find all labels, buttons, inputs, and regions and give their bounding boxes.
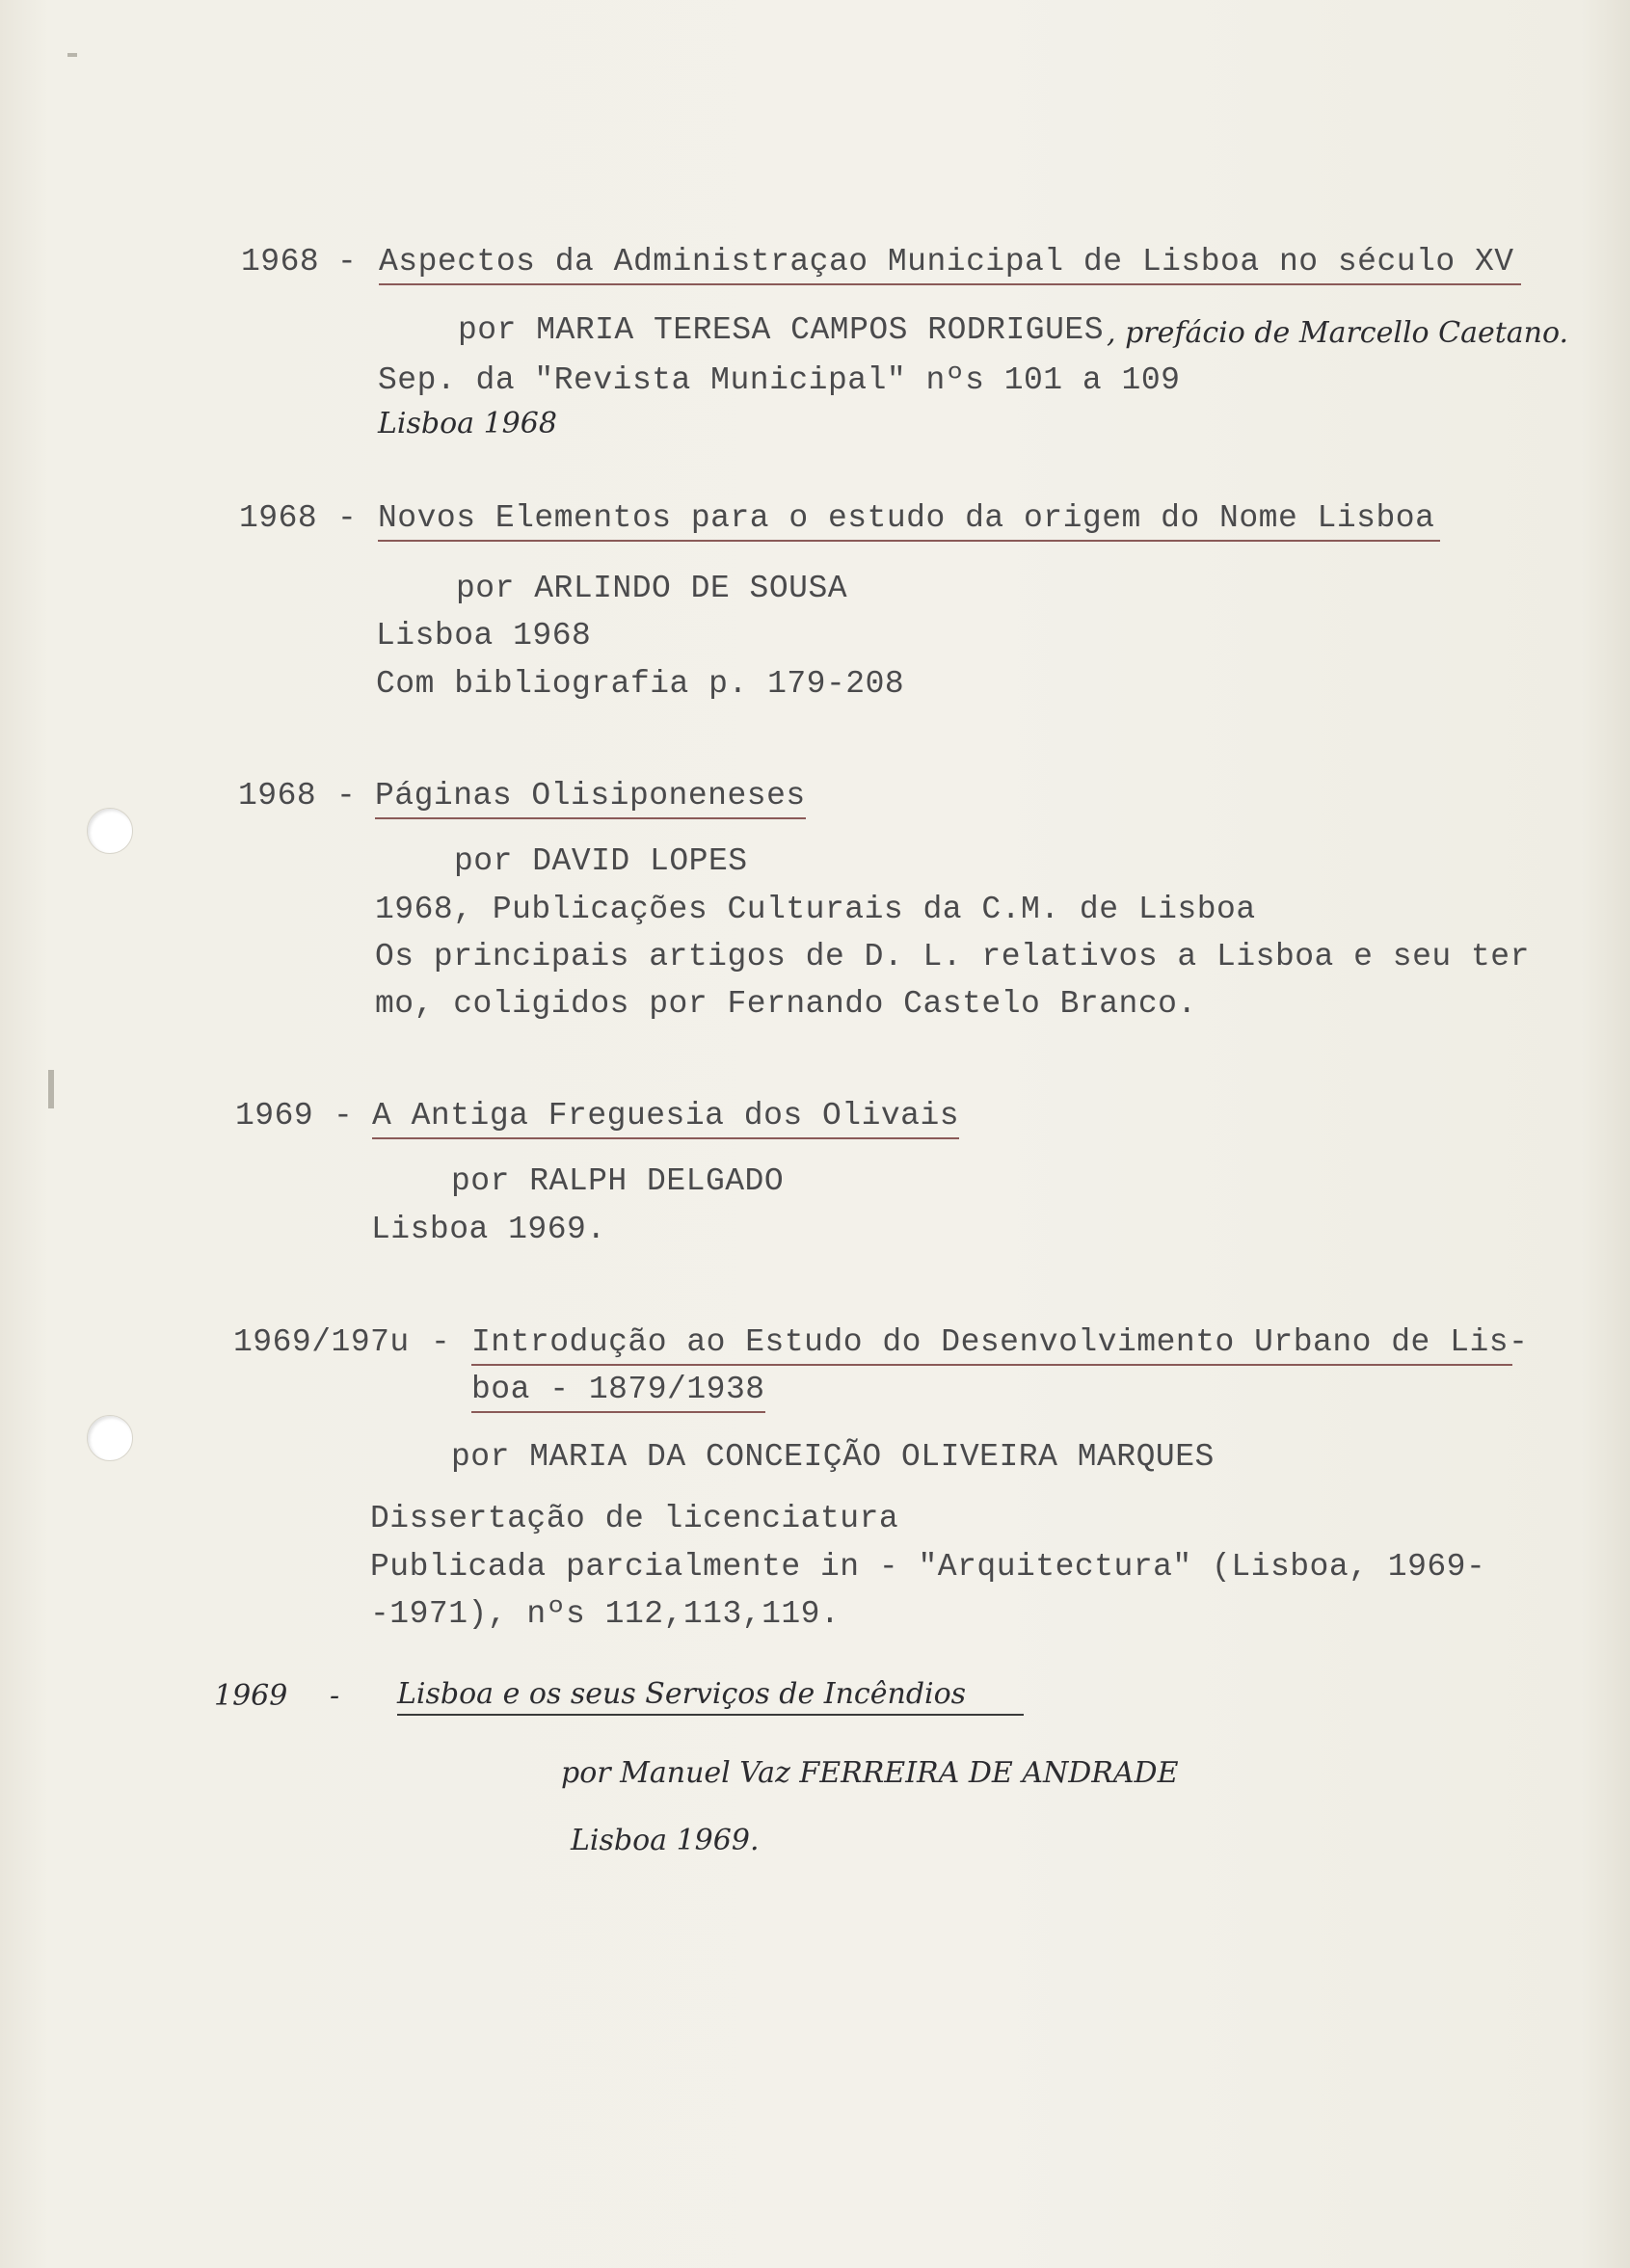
entry-line: Lisboa 1968 [376,618,592,654]
entry-title: Novos Elementos para o estudo da origem do Nome Lisboa [378,499,1440,542]
entry-year: 1968 [241,244,320,280]
entry-dash: - [330,1679,340,1713]
entry-title: Introdução ao Estudo do Desenvolvimento Urbano de Lis- [471,1323,1512,1366]
punch-hole-upper [87,808,133,854]
entry-year: 1969 [214,1679,288,1713]
entry-author: por RALPH DELGADO [451,1163,785,1199]
entry-line: -1971), nºs 112,113,119. [370,1596,841,1632]
entry-line: Com bibliografia p. 179-208 [376,666,905,702]
entry-author: por MARIA TERESA CAMPOS RODRIGUES [458,312,1105,348]
entry-line: Publicada parcialmente in - "Arquitectura" (Lisboa, 1969- [370,1549,1486,1585]
entry-dash: - [334,1098,354,1134]
entry-dash: - [337,244,358,280]
entry-title: Páginas Olisiponeneses [375,777,806,819]
entry-dash: - [337,500,358,536]
entry-title: Lisboa e os seus Serviços de Incêndios [397,1675,1024,1716]
entry-dash: - [336,778,357,814]
entry-year: 1969 [235,1098,314,1134]
entry-title: A Antiga Freguesia dos Olivais [372,1097,959,1139]
entry-title: Aspectos da Administraçao Municipal de Lisboa no século XV [379,243,1521,285]
entry-author: por Manuel Vaz FERREIRA DE ANDRADE [561,1756,1179,1790]
entry-line: mo, coligidos por Fernando Castelo Branco. [375,986,1197,1022]
entry-year: 1969/197u [233,1324,410,1360]
entry-line: Os principais artigos de D. L. relativos a Lisboa e seu ter [375,939,1530,974]
entry-dash: - [431,1324,451,1360]
entry-author-handwritten: , prefácio de Marcello Caetano. [1107,316,1569,350]
entry-line: Lisboa 1969. [571,1824,760,1857]
entry-title-continued: boa - 1879/1938 [471,1371,765,1413]
entry-line: 1968, Publicações Culturais da C.M. de Lisboa [375,892,1256,927]
punch-hole-lower [87,1415,133,1461]
entry-year: 1968 [238,778,317,814]
entry-author: por MARIA DA CONCEIÇÃO OLIVEIRA MARQUES [451,1439,1215,1475]
entry-year: 1968 [239,500,318,536]
entry-line: Lisboa 1969. [371,1212,606,1247]
entry-handwritten-line: Lisboa 1968 [378,407,557,440]
entry-line: Sep. da "Revista Municipal" nºs 101 a 109 [378,362,1181,398]
entry-author: por DAVID LOPES [454,843,748,879]
edge-mark [67,53,77,57]
entry-author: por ARLINDO DE SOUSA [456,571,848,606]
edge-mark [48,1070,54,1108]
entry-line: Dissertação de licenciatura [370,1501,899,1536]
